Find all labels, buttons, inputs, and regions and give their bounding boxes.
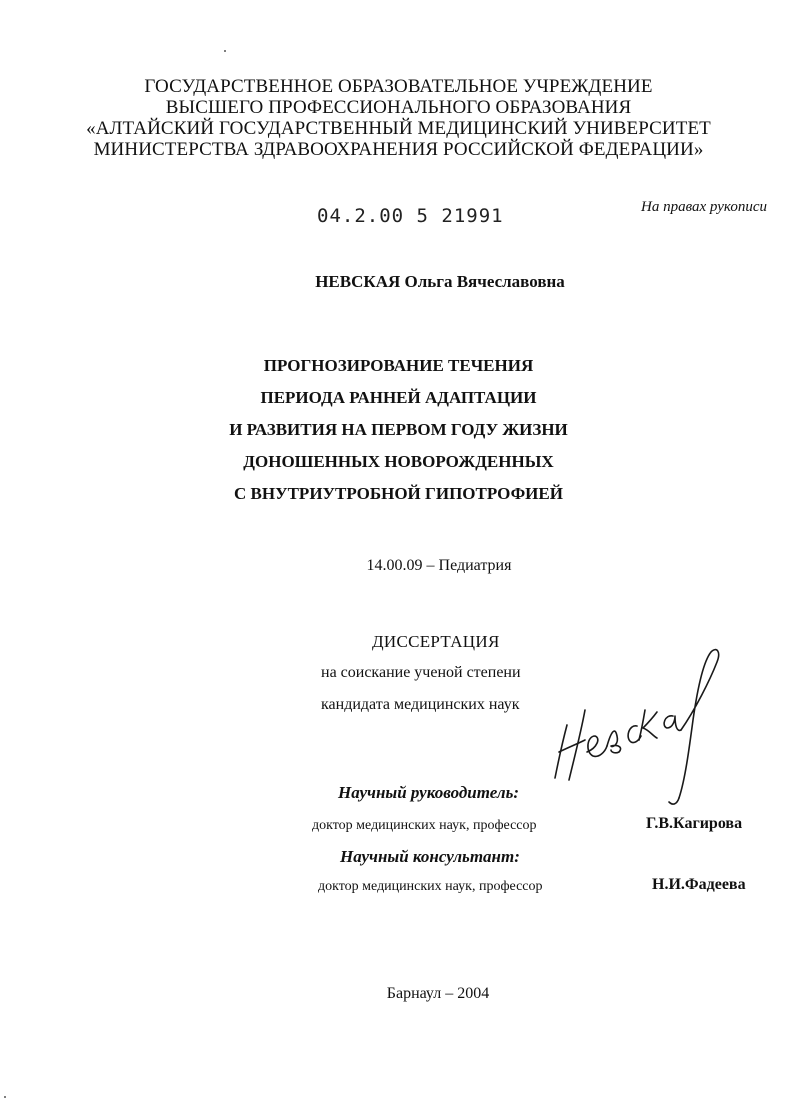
supervisor-role: Научный руководитель:: [338, 783, 520, 802]
institution-line-1: ГОСУДАРСТВЕННОЕ ОБРАЗОВАТЕЛЬНОЕ УЧРЕЖДЕНИЕ: [144, 76, 653, 97]
institution-line-4: МИНИСТЕРСТВА ЗДРАВООХРАНЕНИЯ РОССИЙСКОЙ ФЕДЕРАЦИИ»: [93, 139, 704, 160]
title-line-1: ПРОГНОЗИРОВАНИЕ ТЕЧЕНИЯ: [263, 356, 534, 375]
dissertation-label: ДИССЕРТАЦИЯ: [372, 632, 500, 651]
consultant-position: доктор медицинских наук, профессор: [318, 879, 543, 894]
scan-speck: [4, 1096, 6, 1098]
institution-line-2: ВЫСШЕГО ПРОФЕССИОНАЛЬНОГО ОБРАЗОВАНИЯ: [165, 97, 632, 118]
institution-line-3: «АЛТАЙСКИЙ ГОСУДАРСТВЕННЫЙ МЕДИЦИНСКИЙ УНИВЕРСИТЕТ: [86, 118, 711, 139]
degree-purpose-line-2: кандидата медицинских наук: [321, 696, 520, 713]
title-line-3: И РАЗВИТИЯ НА ПЕРВОМ ГОДУ ЖИЗНИ: [229, 420, 568, 439]
rights-note: На правах рукописи: [641, 199, 767, 215]
supervisor-position: доктор медицинских наук, профессор: [312, 818, 537, 833]
title-line-5: С ВНУТРИУТРОБНОЙ ГИПОТРОФИЕЙ: [234, 484, 563, 503]
place-and-year: Барнаул – 2004: [386, 985, 490, 1002]
author-name: НЕВСКАЯ Ольга Вячеславовна: [315, 272, 565, 291]
scan-speck: [224, 50, 226, 52]
archive-number: 04.2.00 5 21991: [317, 205, 504, 227]
author-signature: [545, 640, 735, 810]
consultant-role: Научный консультант:: [340, 847, 520, 866]
title-line-2: ПЕРИОДА РАННЕЙ АДАПТАЦИИ: [260, 388, 537, 407]
supervisor-name: Г.В.Кагирова: [646, 815, 743, 832]
specialty-code: 14.00.09 – Педиатрия: [366, 557, 512, 574]
consultant-name: Н.И.Фадеева: [652, 876, 746, 893]
title-line-4: ДОНОШЕННЫХ НОВОРОЖДЕННЫХ: [243, 452, 554, 471]
degree-purpose-line-1: на соискание ученой степени: [321, 664, 521, 681]
